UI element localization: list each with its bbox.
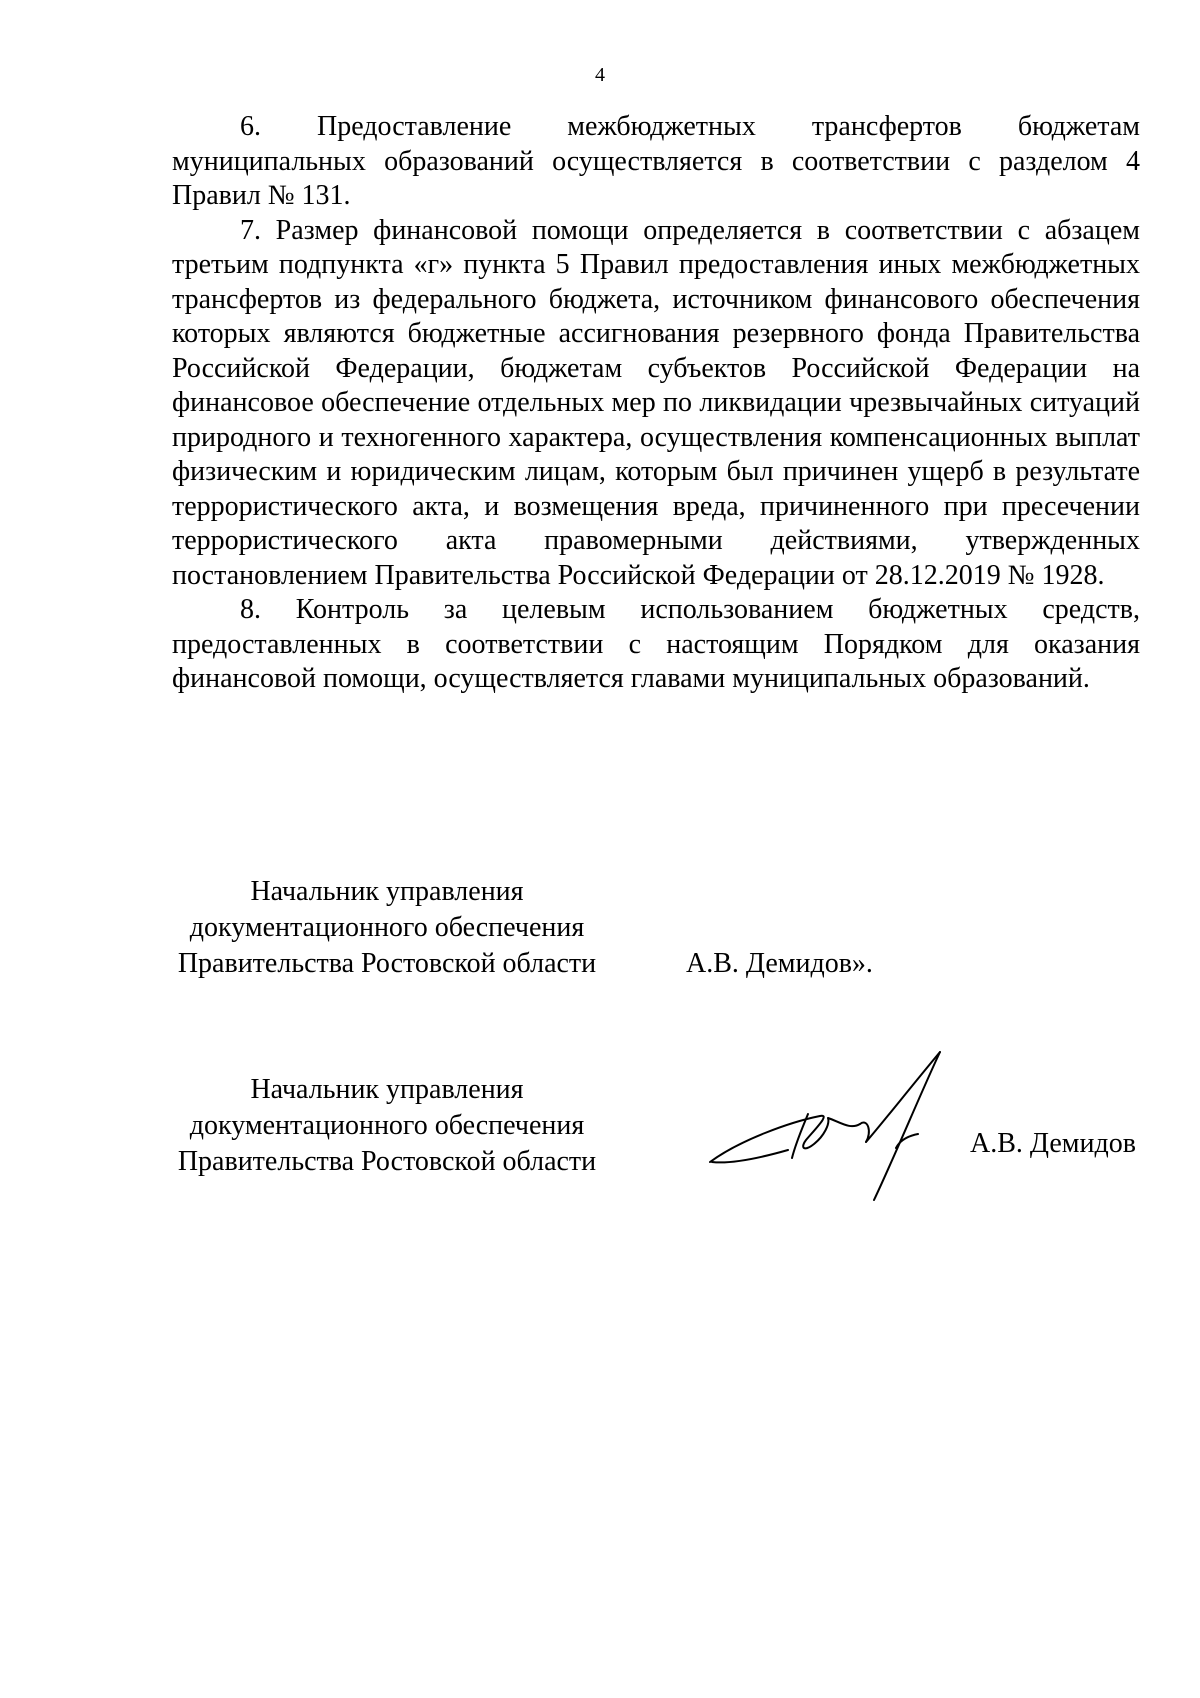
signature-title-line: документационного обеспечения — [189, 912, 585, 943]
signature-title-line: Начальник управления — [250, 1074, 524, 1105]
signature-title-line: Начальник управления — [250, 876, 524, 907]
handwritten-signature — [700, 1040, 980, 1210]
signature-block-2-name: А.В. Демидов — [970, 1128, 1136, 1159]
signature-title-line: Правительства Ростовской области — [177, 1146, 597, 1177]
paragraph-6: 6. Предоставление межбюджетных трансфертов бюджетам муниципальных образований осуществляется в соответствии с разделом 4 Правил № 131. — [172, 111, 1140, 211]
page-number: 4 — [595, 64, 605, 86]
signature-block-2-title — [172, 1072, 602, 1180]
document-body — [172, 110, 1140, 697]
signature-block-1-name: А.В. Демидов». — [686, 948, 873, 979]
paragraph-8: 8. Контроль за целевым использованием бюджетных средств, предоставленных в соответствии с настоящим Порядком для оказания финансовой помощи, осуществляется главами муниципальных образований. — [172, 594, 1140, 694]
signature-title-line: Правительства Ростовской области — [177, 948, 597, 979]
signature-title-line: документационного обеспечения — [189, 1110, 585, 1141]
paragraph-7: 7. Размер финансовой помощи определяется в соответствии с абзацем третьим подпункта «г» пункта 5 Правил предоставления иных межбюджетных трансфертов из федерального бюджета, источником финансового обеспечения которых являются бюджетные ассигнования резервного фонда Правительства Российской Федерации, бюджетам субъектов Российской Федерации на финансовое обеспечение отдельных мер по ликвидации чрезвычайных ситуаций природного и техногенного характера, осуществления компенсационных выплат физическим и юридическим лицам, которым был причинен ущерб в результате террористического акта, и возмещения вреда, причиненного при пресечении террористического акта правомерными действиями, утвержденных постановлением Правительства Российской Федерации от 28.12.2019 № 1928. — [172, 214, 1140, 591]
signature-block-1-title — [172, 874, 602, 982]
